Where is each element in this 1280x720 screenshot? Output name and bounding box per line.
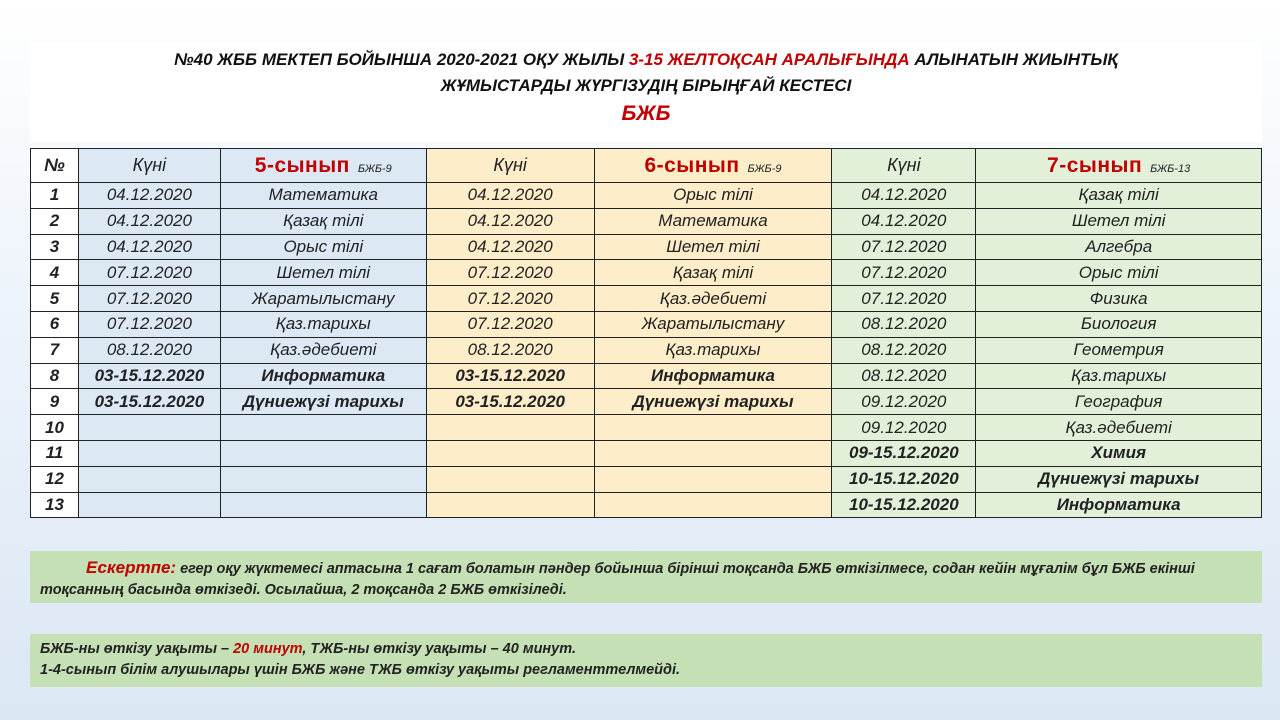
date-6 xyxy=(426,415,594,441)
date-5: 04.12.2020 xyxy=(78,234,220,260)
title-text: №40 ЖББ МЕКТЕП БОЙЫНША 2020-2021 ОҚУ ЖЫЛЫ xyxy=(174,50,629,69)
date-5: 03-15.12.2020 xyxy=(78,389,220,415)
subject-7: Алгебра xyxy=(976,234,1262,260)
date-5: 07.12.2020 xyxy=(78,286,220,312)
grade-6-label: 6-сынып xyxy=(644,153,740,177)
duration-text: БЖБ-ны өткізу уақыты – xyxy=(40,641,234,657)
date-7: 07.12.2020 xyxy=(832,260,976,286)
subject-6: Жаратылыстану xyxy=(594,311,832,337)
date-7: 10-15.12.2020 xyxy=(832,466,976,492)
subject-7: Шетел тілі xyxy=(976,208,1262,234)
subject-5: Математика xyxy=(220,183,426,209)
header-date-7: Күні xyxy=(832,149,976,183)
date-5: 07.12.2020 xyxy=(78,260,220,286)
subject-6: Информатика xyxy=(594,363,832,389)
date-7: 09.12.2020 xyxy=(832,389,976,415)
schedule-table xyxy=(30,148,1262,518)
date-7: 09-15.12.2020 xyxy=(832,440,976,466)
header-grade-7 xyxy=(976,149,1262,183)
date-6: 04.12.2020 xyxy=(426,183,594,209)
row-num: 2 xyxy=(31,208,79,234)
subject-6 xyxy=(594,492,832,518)
header-date-5: Күні xyxy=(78,149,220,183)
note-duration xyxy=(30,634,1262,687)
row-num: 8 xyxy=(31,363,79,389)
subject-6: Қазақ тілі xyxy=(594,260,832,286)
title-line-2: ЖҰМЫСТАРДЫ ЖҮРГІЗУДІҢ БІРЫҢҒАЙ КЕСТЕСІ xyxy=(440,76,852,95)
subject-7: Геометрия xyxy=(976,337,1262,363)
header-num: № xyxy=(31,149,79,183)
grade-7-sub: БЖБ-13 xyxy=(1150,162,1191,175)
grade-5-label: 5-сынып xyxy=(254,153,350,177)
subject-5: Қаз.әдебиеті xyxy=(220,337,426,363)
duration-highlight: 20 минут xyxy=(233,641,303,657)
subject-6: Шетел тілі xyxy=(594,234,832,260)
header-grade-6 xyxy=(594,149,832,183)
subject-5 xyxy=(220,492,426,518)
date-6 xyxy=(426,440,594,466)
table-header-row xyxy=(31,149,1262,183)
note-remark xyxy=(30,551,1262,603)
duration-line-2: 1-4-сынып білім алушылары үшін БЖБ және ТЖБ өткізу уақыты регламенттелмейді. xyxy=(40,662,681,678)
subject-5 xyxy=(220,440,426,466)
subject-5: Қазақ тілі xyxy=(220,208,426,234)
note-text: егер оқу жүктемесі аптасына 1 сағат болатын пәндер бойынша бірінші тоқсанда БЖБ өткізілмесе, содан кейін мұғалім бұл БЖБ екінші тоқсанның басында өткізеді. Осылайша, 2 тоқсанда 2 БЖБ өткізіледі. xyxy=(40,561,1195,598)
duration-text-2: , ТЖБ-ны өткізу уақыты – 40 минут. xyxy=(302,641,576,657)
subject-7: Орыс тілі xyxy=(976,260,1262,286)
row-num: 12 xyxy=(31,466,79,492)
table-row xyxy=(31,183,1262,209)
date-6 xyxy=(426,466,594,492)
date-5: 07.12.2020 xyxy=(78,311,220,337)
grade-7-label: 7-сынып xyxy=(1047,153,1143,177)
date-6: 04.12.2020 xyxy=(426,234,594,260)
subject-5: Дүниежүзі тарихы xyxy=(220,389,426,415)
subject-7: Информатика xyxy=(976,492,1262,518)
table-row xyxy=(31,260,1262,286)
row-num: 7 xyxy=(31,337,79,363)
subject-7: Физика xyxy=(976,286,1262,312)
subject-6 xyxy=(594,466,832,492)
document-title xyxy=(30,42,1262,142)
date-5 xyxy=(78,440,220,466)
date-7: 07.12.2020 xyxy=(832,234,976,260)
table-row xyxy=(31,234,1262,260)
date-7: 10-15.12.2020 xyxy=(832,492,976,518)
table-row xyxy=(31,440,1262,466)
row-num: 5 xyxy=(31,286,79,312)
grade-6-sub: БЖБ-9 xyxy=(747,162,782,175)
table-row xyxy=(31,466,1262,492)
grade-5-sub: БЖБ-9 xyxy=(357,162,392,175)
date-6: 03-15.12.2020 xyxy=(426,389,594,415)
date-5 xyxy=(78,415,220,441)
date-7: 07.12.2020 xyxy=(832,286,976,312)
table-row xyxy=(31,389,1262,415)
date-7: 04.12.2020 xyxy=(832,208,976,234)
subject-7: Дүниежүзі тарихы xyxy=(976,466,1262,492)
table-row xyxy=(31,415,1262,441)
row-num: 10 xyxy=(31,415,79,441)
row-num: 3 xyxy=(31,234,79,260)
subject-6: Қаз.тарихы xyxy=(594,337,832,363)
subject-5: Шетел тілі xyxy=(220,260,426,286)
date-6: 07.12.2020 xyxy=(426,286,594,312)
date-7: 08.12.2020 xyxy=(832,337,976,363)
row-num: 1 xyxy=(31,183,79,209)
subject-5 xyxy=(220,415,426,441)
title-text-end: АЛЫНАТЫН ЖИЫНТЫҚ xyxy=(909,50,1118,69)
date-7: 09.12.2020 xyxy=(832,415,976,441)
subject-6: Қаз.әдебиеті xyxy=(594,286,832,312)
subject-5: Орыс тілі xyxy=(220,234,426,260)
row-num: 9 xyxy=(31,389,79,415)
date-6: 03-15.12.2020 xyxy=(426,363,594,389)
header-grade-5 xyxy=(220,149,426,183)
date-5: 03-15.12.2020 xyxy=(78,363,220,389)
subject-5: Информатика xyxy=(220,363,426,389)
subject-5 xyxy=(220,466,426,492)
date-5 xyxy=(78,466,220,492)
date-7: 08.12.2020 xyxy=(832,363,976,389)
subject-7: Химия xyxy=(976,440,1262,466)
date-6: 08.12.2020 xyxy=(426,337,594,363)
date-6: 07.12.2020 xyxy=(426,260,594,286)
date-5: 08.12.2020 xyxy=(78,337,220,363)
date-7: 04.12.2020 xyxy=(832,183,976,209)
subject-5: Қаз.тарихы xyxy=(220,311,426,337)
row-num: 13 xyxy=(31,492,79,518)
subject-7: Қаз.тарихы xyxy=(976,363,1262,389)
date-6: 07.12.2020 xyxy=(426,311,594,337)
date-5: 04.12.2020 xyxy=(78,208,220,234)
table-row xyxy=(31,311,1262,337)
note-label: Ескертпе: xyxy=(86,558,177,577)
subject-6 xyxy=(594,415,832,441)
table-row xyxy=(31,208,1262,234)
title-subtitle: БЖБ xyxy=(621,102,671,125)
date-6: 04.12.2020 xyxy=(426,208,594,234)
subject-7: География xyxy=(976,389,1262,415)
subject-7: Биология xyxy=(976,311,1262,337)
subject-6: Математика xyxy=(594,208,832,234)
title-date-range: 3-15 ЖЕЛТОҚСАН АРАЛЫҒЫНДА xyxy=(628,50,910,69)
subject-5: Жаратылыстану xyxy=(220,286,426,312)
subject-6 xyxy=(594,440,832,466)
date-5: 04.12.2020 xyxy=(78,183,220,209)
table-row xyxy=(31,337,1262,363)
row-num: 6 xyxy=(31,311,79,337)
table-row xyxy=(31,363,1262,389)
row-num: 4 xyxy=(31,260,79,286)
subject-7: Қаз.әдебиеті xyxy=(976,415,1262,441)
subject-6: Дүниежүзі тарихы xyxy=(594,389,832,415)
date-6 xyxy=(426,492,594,518)
subject-7: Қазақ тілі xyxy=(976,183,1262,209)
subject-6: Орыс тілі xyxy=(594,183,832,209)
date-7: 08.12.2020 xyxy=(832,311,976,337)
date-5 xyxy=(78,492,220,518)
row-num: 11 xyxy=(31,440,79,466)
header-date-6: Күні xyxy=(426,149,594,183)
table-row xyxy=(31,286,1262,312)
table-row xyxy=(31,492,1262,518)
